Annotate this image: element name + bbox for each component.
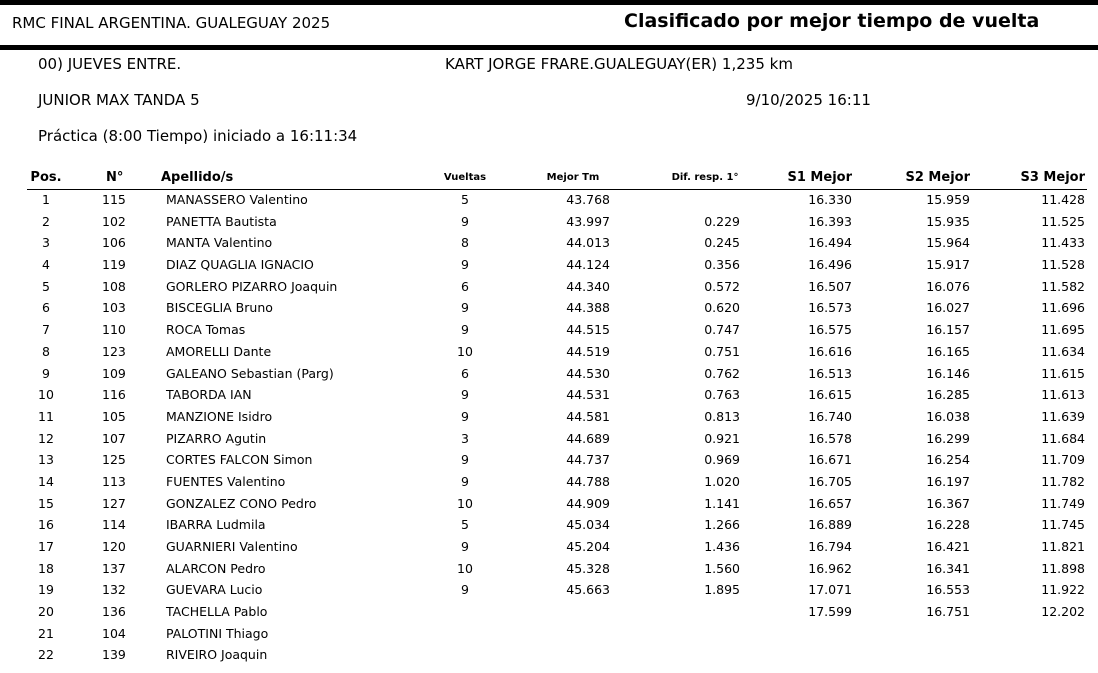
cell-diff: 1.266 (704, 517, 740, 533)
cell-s3: 11.433 (1041, 235, 1085, 251)
cell-number: 127 (102, 495, 126, 511)
cell-pos: 9 (42, 365, 50, 381)
table-row (0, 645, 1098, 667)
cell-s2: 16.228 (926, 517, 970, 533)
col-header-laps: Vueltas (443, 172, 487, 183)
cell-diff: 0.572 (704, 278, 740, 294)
cell-laps: 8 (461, 235, 469, 251)
cell-name: GORLERO PIZARRO Joaquin (166, 278, 338, 294)
cell-s2: 16.254 (926, 452, 970, 468)
cell-s2: 15.959 (926, 192, 970, 207)
cell-laps: 6 (461, 278, 469, 294)
cell-best-time: 44.515 (566, 322, 610, 338)
cell-number: 116 (102, 387, 126, 403)
cell-diff: 0.969 (704, 452, 740, 468)
cell-number: 120 (102, 539, 126, 554)
cell-number: 113 (102, 473, 126, 489)
cell-pos: 13 (38, 452, 54, 468)
session-datetime: 9/10/2025 16:11 (746, 91, 871, 109)
table-row (0, 429, 1098, 451)
cell-name: BISCEGLIA Bruno (166, 300, 273, 316)
cell-s3: 11.582 (1041, 278, 1085, 294)
cell-s3: 11.613 (1041, 387, 1085, 403)
table-row (0, 364, 1098, 386)
cell-laps: 5 (461, 192, 469, 207)
results-table-body (0, 190, 1098, 667)
cell-diff: 0.762 (704, 365, 740, 381)
cell-name: TABORDA IAN (166, 387, 252, 403)
table-row (0, 342, 1098, 364)
cell-s2: 15.964 (926, 235, 970, 251)
cell-pos: 20 (38, 604, 54, 620)
cell-s1: 17.071 (808, 582, 852, 598)
cell-diff: 0.245 (704, 235, 740, 251)
cell-diff: 0.921 (704, 430, 740, 446)
cell-number: 105 (102, 408, 126, 424)
cell-s2: 16.197 (926, 473, 970, 489)
cell-s1: 16.794 (808, 539, 852, 554)
cell-s3: 11.634 (1041, 343, 1085, 359)
cell-pos: 3 (42, 235, 50, 251)
cell-laps: 3 (461, 430, 469, 446)
cell-laps: 6 (461, 365, 469, 381)
cell-pos: 12 (38, 430, 54, 446)
cell-best-time: 44.737 (566, 452, 610, 468)
cell-number: 123 (102, 343, 126, 359)
cell-number: 106 (102, 235, 126, 251)
cell-s1: 16.393 (808, 213, 852, 229)
header-top-rule (0, 0, 1098, 5)
table-row (0, 515, 1098, 537)
table-row (0, 407, 1098, 429)
cell-pos: 22 (38, 647, 54, 663)
cell-s2: 16.165 (926, 343, 970, 359)
col-header-number: N° (106, 170, 124, 185)
practice-info: Práctica (8:00 Tiempo) iniciado a 16:11:34 (38, 127, 358, 145)
table-row (0, 320, 1098, 342)
table-row (0, 537, 1098, 559)
cell-best-time: 44.340 (566, 278, 610, 294)
cell-name: PALOTINI Thiago (166, 625, 269, 641)
cell-s2: 15.917 (926, 257, 970, 273)
table-row (0, 450, 1098, 472)
col-header-best-time: Mejor Tm (546, 172, 600, 183)
header-bottom-rule (0, 45, 1098, 50)
table-row (0, 472, 1098, 494)
col-header-pos: Pos. (30, 170, 62, 185)
cell-diff: 1.436 (704, 539, 740, 554)
table-row (0, 277, 1098, 299)
cell-pos: 16 (38, 517, 54, 533)
cell-s1: 16.513 (808, 365, 852, 381)
table-header (0, 168, 1098, 190)
cell-diff: 0.813 (704, 408, 740, 424)
cell-s1: 16.496 (808, 257, 852, 273)
cell-name: CORTES FALCON Simon (166, 452, 313, 468)
cell-s2: 16.341 (926, 560, 970, 576)
cell-s3: 11.528 (1041, 257, 1085, 273)
cell-s1: 16.616 (808, 343, 852, 359)
cell-s1: 16.575 (808, 322, 852, 338)
cell-laps: 9 (461, 473, 469, 489)
cell-pos: 1 (42, 192, 50, 207)
cell-number: 115 (102, 192, 126, 207)
table-row (0, 559, 1098, 581)
cell-s3: 11.922 (1041, 582, 1085, 598)
cell-name: GUARNIERI Valentino (166, 539, 298, 554)
cell-best-time: 44.124 (566, 257, 610, 273)
cell-number: 119 (102, 257, 126, 273)
cell-best-time: 44.689 (566, 430, 610, 446)
cell-diff: 0.747 (704, 322, 740, 338)
cell-name: FUENTES Valentino (166, 473, 286, 489)
cell-name: DIAZ QUAGLIA IGNACIO (166, 257, 314, 273)
table-row (0, 190, 1098, 212)
cell-best-time: 44.530 (566, 365, 610, 381)
cell-s2: 16.299 (926, 430, 970, 446)
col-header-s1: S1 Mejor (787, 170, 852, 185)
cell-s3: 11.428 (1041, 192, 1085, 207)
cell-laps: 9 (461, 300, 469, 316)
table-row (0, 255, 1098, 277)
cell-s2: 16.157 (926, 322, 970, 338)
table-row (0, 602, 1098, 624)
cell-s1: 16.740 (808, 408, 852, 424)
col-header-name: Apellido/s (161, 170, 234, 185)
cell-best-time: 45.663 (566, 582, 610, 598)
cell-s3: 11.525 (1041, 213, 1085, 229)
cell-s3: 11.821 (1041, 539, 1085, 554)
cell-best-time: 43.997 (566, 213, 610, 229)
cell-best-time: 43.768 (566, 192, 610, 207)
session-code: 00) JUEVES ENTRE. (38, 55, 182, 73)
cell-best-time: 45.034 (566, 517, 610, 533)
cell-s2: 16.146 (926, 365, 970, 381)
cell-s1: 16.507 (808, 278, 852, 294)
cell-name: AMORELLI Dante (166, 343, 272, 359)
table-row (0, 624, 1098, 646)
cell-laps: 5 (461, 517, 469, 533)
cell-number: 125 (102, 452, 126, 468)
cell-s3: 11.749 (1041, 495, 1085, 511)
cell-s2: 15.935 (926, 213, 970, 229)
cell-diff: 0.763 (704, 387, 740, 403)
table-row (0, 385, 1098, 407)
cell-name: TACHELLA Pablo (166, 604, 268, 620)
cell-pos: 4 (42, 257, 50, 273)
cell-name: GUEVARA Lucio (166, 582, 263, 598)
cell-best-time: 44.388 (566, 300, 610, 316)
cell-s1: 16.889 (808, 517, 852, 533)
cell-number: 137 (102, 560, 126, 576)
cell-diff: 1.895 (704, 582, 740, 598)
cell-number: 107 (102, 430, 126, 446)
cell-best-time: 44.531 (566, 387, 610, 403)
cell-name: MANTA Valentino (166, 235, 273, 251)
cell-name: PANETTA Bautista (166, 213, 277, 229)
table-row (0, 494, 1098, 516)
cell-best-time: 45.204 (566, 539, 610, 554)
cell-laps: 9 (461, 582, 469, 598)
cell-diff: 0.229 (704, 213, 740, 229)
cell-s1: 16.962 (808, 560, 852, 576)
cell-pos: 2 (42, 213, 50, 229)
cell-s2: 16.367 (926, 495, 970, 511)
cell-s3: 11.615 (1041, 365, 1085, 381)
cell-s3: 11.782 (1041, 473, 1085, 489)
cell-diff: 1.560 (704, 560, 740, 576)
cell-number: 139 (102, 647, 126, 663)
cell-name: ROCA Tomas (166, 322, 246, 338)
cell-s3: 11.695 (1041, 322, 1085, 338)
cell-laps: 10 (457, 560, 473, 576)
cell-s1: 16.330 (808, 192, 852, 207)
cell-name: RIVEIRO Joaquin (166, 647, 268, 663)
cell-pos: 5 (42, 278, 50, 294)
cell-pos: 6 (42, 300, 50, 316)
cell-number: 132 (102, 582, 126, 598)
cell-s2: 16.421 (926, 539, 970, 554)
col-header-s3: S3 Mejor (1020, 170, 1085, 185)
cell-s1: 17.599 (808, 604, 852, 620)
cell-name: PIZARRO Agutin (166, 430, 267, 446)
cell-s2: 16.751 (926, 604, 970, 620)
cell-name: IBARRA Ludmila (166, 517, 266, 533)
cell-pos: 18 (38, 560, 54, 576)
cell-laps: 9 (461, 539, 469, 554)
track-info: KART JORGE FRARE.GUALEGUAY(ER) 1,235 km (445, 55, 793, 73)
cell-name: ALARCON Pedro (166, 560, 266, 576)
cell-number: 108 (102, 278, 126, 294)
cell-pos: 10 (38, 387, 54, 403)
cell-pos: 17 (38, 539, 54, 554)
cell-s1: 16.494 (808, 235, 852, 251)
cell-number: 104 (102, 625, 126, 641)
cell-s1: 16.573 (808, 300, 852, 316)
cell-name: MANASSERO Valentino (166, 192, 308, 207)
category: JUNIOR MAX TANDA 5 (38, 91, 200, 109)
cell-pos: 7 (42, 322, 50, 338)
cell-pos: 15 (38, 495, 54, 511)
col-header-s2: S2 Mejor (905, 170, 970, 185)
cell-number: 102 (102, 213, 126, 229)
cell-s2: 16.553 (926, 582, 970, 598)
cell-pos: 14 (38, 473, 54, 489)
cell-diff: 0.620 (704, 300, 740, 316)
cell-laps: 10 (457, 495, 473, 511)
cell-number: 109 (102, 365, 126, 381)
cell-s1: 16.657 (808, 495, 852, 511)
cell-s2: 16.076 (926, 278, 970, 294)
table-row (0, 298, 1098, 320)
cell-name: GONZALEZ CONO Pedro (166, 495, 317, 511)
cell-best-time: 44.581 (566, 408, 610, 424)
cell-diff: 1.141 (704, 495, 740, 511)
cell-number: 110 (102, 322, 126, 338)
cell-s3: 11.745 (1041, 517, 1085, 533)
cell-laps: 10 (457, 343, 473, 359)
cell-s2: 16.285 (926, 387, 970, 403)
cell-best-time: 44.519 (566, 343, 610, 359)
cell-s3: 11.696 (1041, 300, 1085, 316)
cell-laps: 9 (461, 452, 469, 468)
cell-diff: 0.356 (704, 257, 740, 273)
cell-laps: 9 (461, 213, 469, 229)
col-header-diff: Dif. resp. 1° (671, 172, 739, 183)
cell-s3: 11.709 (1041, 452, 1085, 468)
cell-pos: 19 (38, 582, 54, 598)
cell-s3: 12.202 (1041, 604, 1085, 620)
cell-s3: 11.684 (1041, 430, 1085, 446)
cell-diff: 0.751 (704, 343, 740, 359)
cell-number: 103 (102, 300, 126, 316)
cell-number: 136 (102, 604, 126, 620)
cell-best-time: 45.328 (566, 560, 610, 576)
event-name: RMC FINAL ARGENTINA. GUALEGUAY 2025 (12, 14, 331, 32)
cell-pos: 8 (42, 343, 50, 359)
cell-best-time: 44.788 (566, 473, 610, 489)
report-title: Clasificado por mejor tiempo de vuelta (624, 10, 1040, 32)
cell-s2: 16.038 (926, 408, 970, 424)
table-row (0, 580, 1098, 602)
cell-name: GALEANO Sebastian (Parg) (166, 365, 334, 381)
cell-s1: 16.578 (808, 430, 852, 446)
cell-best-time: 44.909 (566, 495, 610, 511)
cell-laps: 9 (461, 387, 469, 403)
cell-pos: 11 (38, 408, 54, 424)
table-row (0, 233, 1098, 255)
cell-s1: 16.671 (808, 452, 852, 468)
cell-s1: 16.615 (808, 387, 852, 403)
table-row (0, 212, 1098, 234)
cell-laps: 9 (461, 322, 469, 338)
cell-pos: 21 (38, 625, 54, 641)
cell-number: 114 (102, 517, 126, 533)
cell-best-time: 44.013 (566, 235, 610, 251)
cell-name: MANZIONE Isidro (166, 408, 273, 424)
cell-s3: 11.639 (1041, 408, 1085, 424)
cell-laps: 9 (461, 408, 469, 424)
cell-s3: 11.898 (1041, 560, 1085, 576)
cell-s1: 16.705 (808, 473, 852, 489)
cell-laps: 9 (461, 257, 469, 273)
cell-s2: 16.027 (926, 300, 970, 316)
cell-diff: 1.020 (704, 473, 740, 489)
